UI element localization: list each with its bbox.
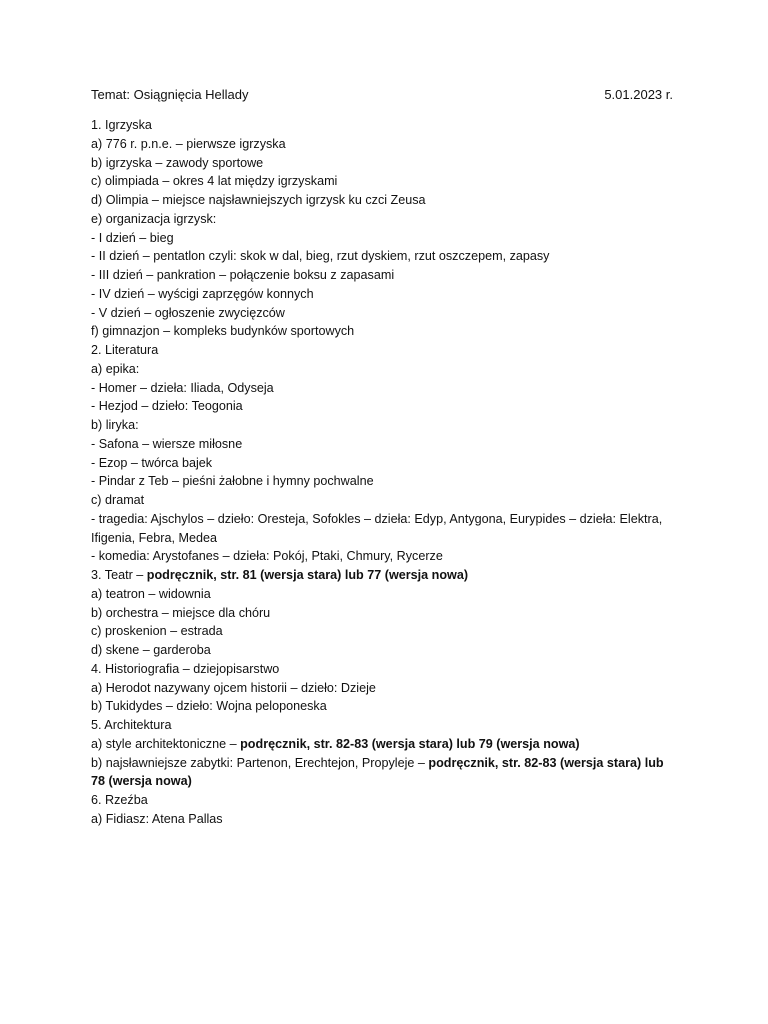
note-line xyxy=(91,529,691,548)
note-text: c) olimpiada – okres 4 lat między igrzyskami xyxy=(91,174,338,189)
note-text: d) Olimpia – miejsce najsławniejszych igrzysk ku czci Zeusa xyxy=(91,193,426,207)
note-text: - Homer – dzieła: Iliada, Odyseja xyxy=(91,380,274,395)
note-line xyxy=(91,472,691,491)
note-text: a) 776 r. p.n.e. – pierwsze igrzyska xyxy=(91,136,286,151)
note-line xyxy=(91,547,691,566)
note-text: e) organizacja igrzysk: xyxy=(91,211,217,226)
note-text: 6. Rzeźba xyxy=(91,793,148,807)
note-text: b) najsławniejsze zabytki: Partenon, Erechtejon, Propyleje – xyxy=(91,755,429,770)
note-line xyxy=(91,454,691,473)
note-line xyxy=(91,210,691,229)
note-text-bold: podręcznik, str. 81 (wersja stara) lub 77 (wersja nowa) xyxy=(146,568,469,582)
topic-title: Temat: Osiągnięcia Hellady xyxy=(91,87,249,102)
note-text: - Safona – wiersze miłosne xyxy=(91,436,243,451)
note-line xyxy=(91,510,691,529)
note-text: - III dzień – pankration – połączenie boksu z zapasami xyxy=(91,268,395,282)
note-text: b) orchestra – miejsce dla chóru xyxy=(91,605,271,620)
note-line xyxy=(91,116,691,135)
note-line xyxy=(91,229,691,248)
note-line xyxy=(91,285,691,304)
note-text-bold: podręcznik, str. 82-83 (wersja stara) lub xyxy=(428,755,664,770)
notes-content xyxy=(91,116,691,829)
note-text: b) Tukidydes – dzieło: Wojna peloponeska xyxy=(91,699,327,714)
note-line xyxy=(91,154,691,173)
note-line xyxy=(91,416,691,435)
note-text: a) Herodot nazywany ojcem historii – dzieło: Dzieje xyxy=(91,680,376,695)
note-text: b) liryka: xyxy=(91,418,139,432)
note-line xyxy=(91,791,691,810)
note-text: 1. Igrzyska xyxy=(91,118,152,132)
note-text: - Ezop – twórca bajek xyxy=(91,455,213,470)
note-text: Ifigenia, Febra, Medea xyxy=(91,530,218,545)
note-text: b) igrzyska – zawody sportowe xyxy=(91,155,264,170)
note-line xyxy=(91,660,691,679)
note-line xyxy=(91,491,691,510)
note-text: 3. Teatr – xyxy=(91,568,147,582)
note-text: c) dramat xyxy=(91,493,145,507)
note-line xyxy=(91,341,691,360)
note-text: - II dzień – pentatlon czyli: skok w dal, bieg, rzut dyskiem, rzut oszczepem, zapasy xyxy=(91,249,550,264)
note-line xyxy=(91,266,691,285)
note-line xyxy=(91,379,691,398)
note-line xyxy=(91,135,691,154)
note-text: - tragedia: Ajschylos – dzieło: Oresteja, Sofokles – dzieła: Edyp, Antygona, Eurypides – dzieła: Elektra, xyxy=(91,511,663,526)
note-line xyxy=(91,172,691,191)
note-text: f) gimnazjon – kompleks budynków sportowych xyxy=(91,324,355,339)
note-line xyxy=(91,772,691,791)
note-text-bold: podręcznik, str. 82-83 (wersja stara) lub 79 (wersja nowa) xyxy=(240,736,580,751)
note-text: - IV dzień – wyścigi zaprzęgów konnych xyxy=(91,286,314,301)
note-line xyxy=(91,360,691,379)
note-text: 2. Literatura xyxy=(91,343,159,357)
document-date: 5.01.2023 r. xyxy=(604,87,673,102)
note-line xyxy=(91,191,691,210)
note-line xyxy=(91,754,691,773)
note-line xyxy=(91,716,691,735)
note-text: a) teatron – widownia xyxy=(91,586,211,601)
note-text: 4. Historiografia – dziejopisarstwo xyxy=(91,661,280,676)
note-line xyxy=(91,679,691,698)
note-text: c) proskenion – estrada xyxy=(91,624,223,639)
note-line xyxy=(91,641,691,660)
note-line xyxy=(91,322,691,341)
note-line xyxy=(91,604,691,623)
note-text: - komedia: Arystofanes – dzieła: Pokój, Ptaki, Chmury, Rycerze xyxy=(91,549,443,564)
note-line xyxy=(91,397,691,416)
note-text: a) epika: xyxy=(91,361,140,376)
note-text: a) style architektoniczne – xyxy=(91,736,241,751)
note-text-bold: 78 (wersja nowa) xyxy=(91,774,192,789)
note-text: - I dzień – bieg xyxy=(91,230,174,245)
note-line xyxy=(91,566,691,585)
note-text: - Pindar z Teb – pieśni żałobne i hymny pochwalne xyxy=(91,474,374,489)
note-text: - Hezjod – dzieło: Teogonia xyxy=(91,399,243,414)
note-line xyxy=(91,697,691,716)
note-line xyxy=(91,585,691,604)
note-text: 5. Architektura xyxy=(91,718,172,732)
note-line xyxy=(91,735,691,754)
note-line xyxy=(91,622,691,641)
note-text: a) Fidiasz: Atena Pallas xyxy=(91,811,223,826)
note-line xyxy=(91,304,691,323)
note-text: - V dzień – ogłoszenie zwycięzców xyxy=(91,305,285,320)
note-line xyxy=(91,247,691,266)
note-text: d) skene – garderoba xyxy=(91,643,211,657)
note-line xyxy=(91,810,691,829)
note-line xyxy=(91,435,691,454)
header-row xyxy=(91,86,673,104)
